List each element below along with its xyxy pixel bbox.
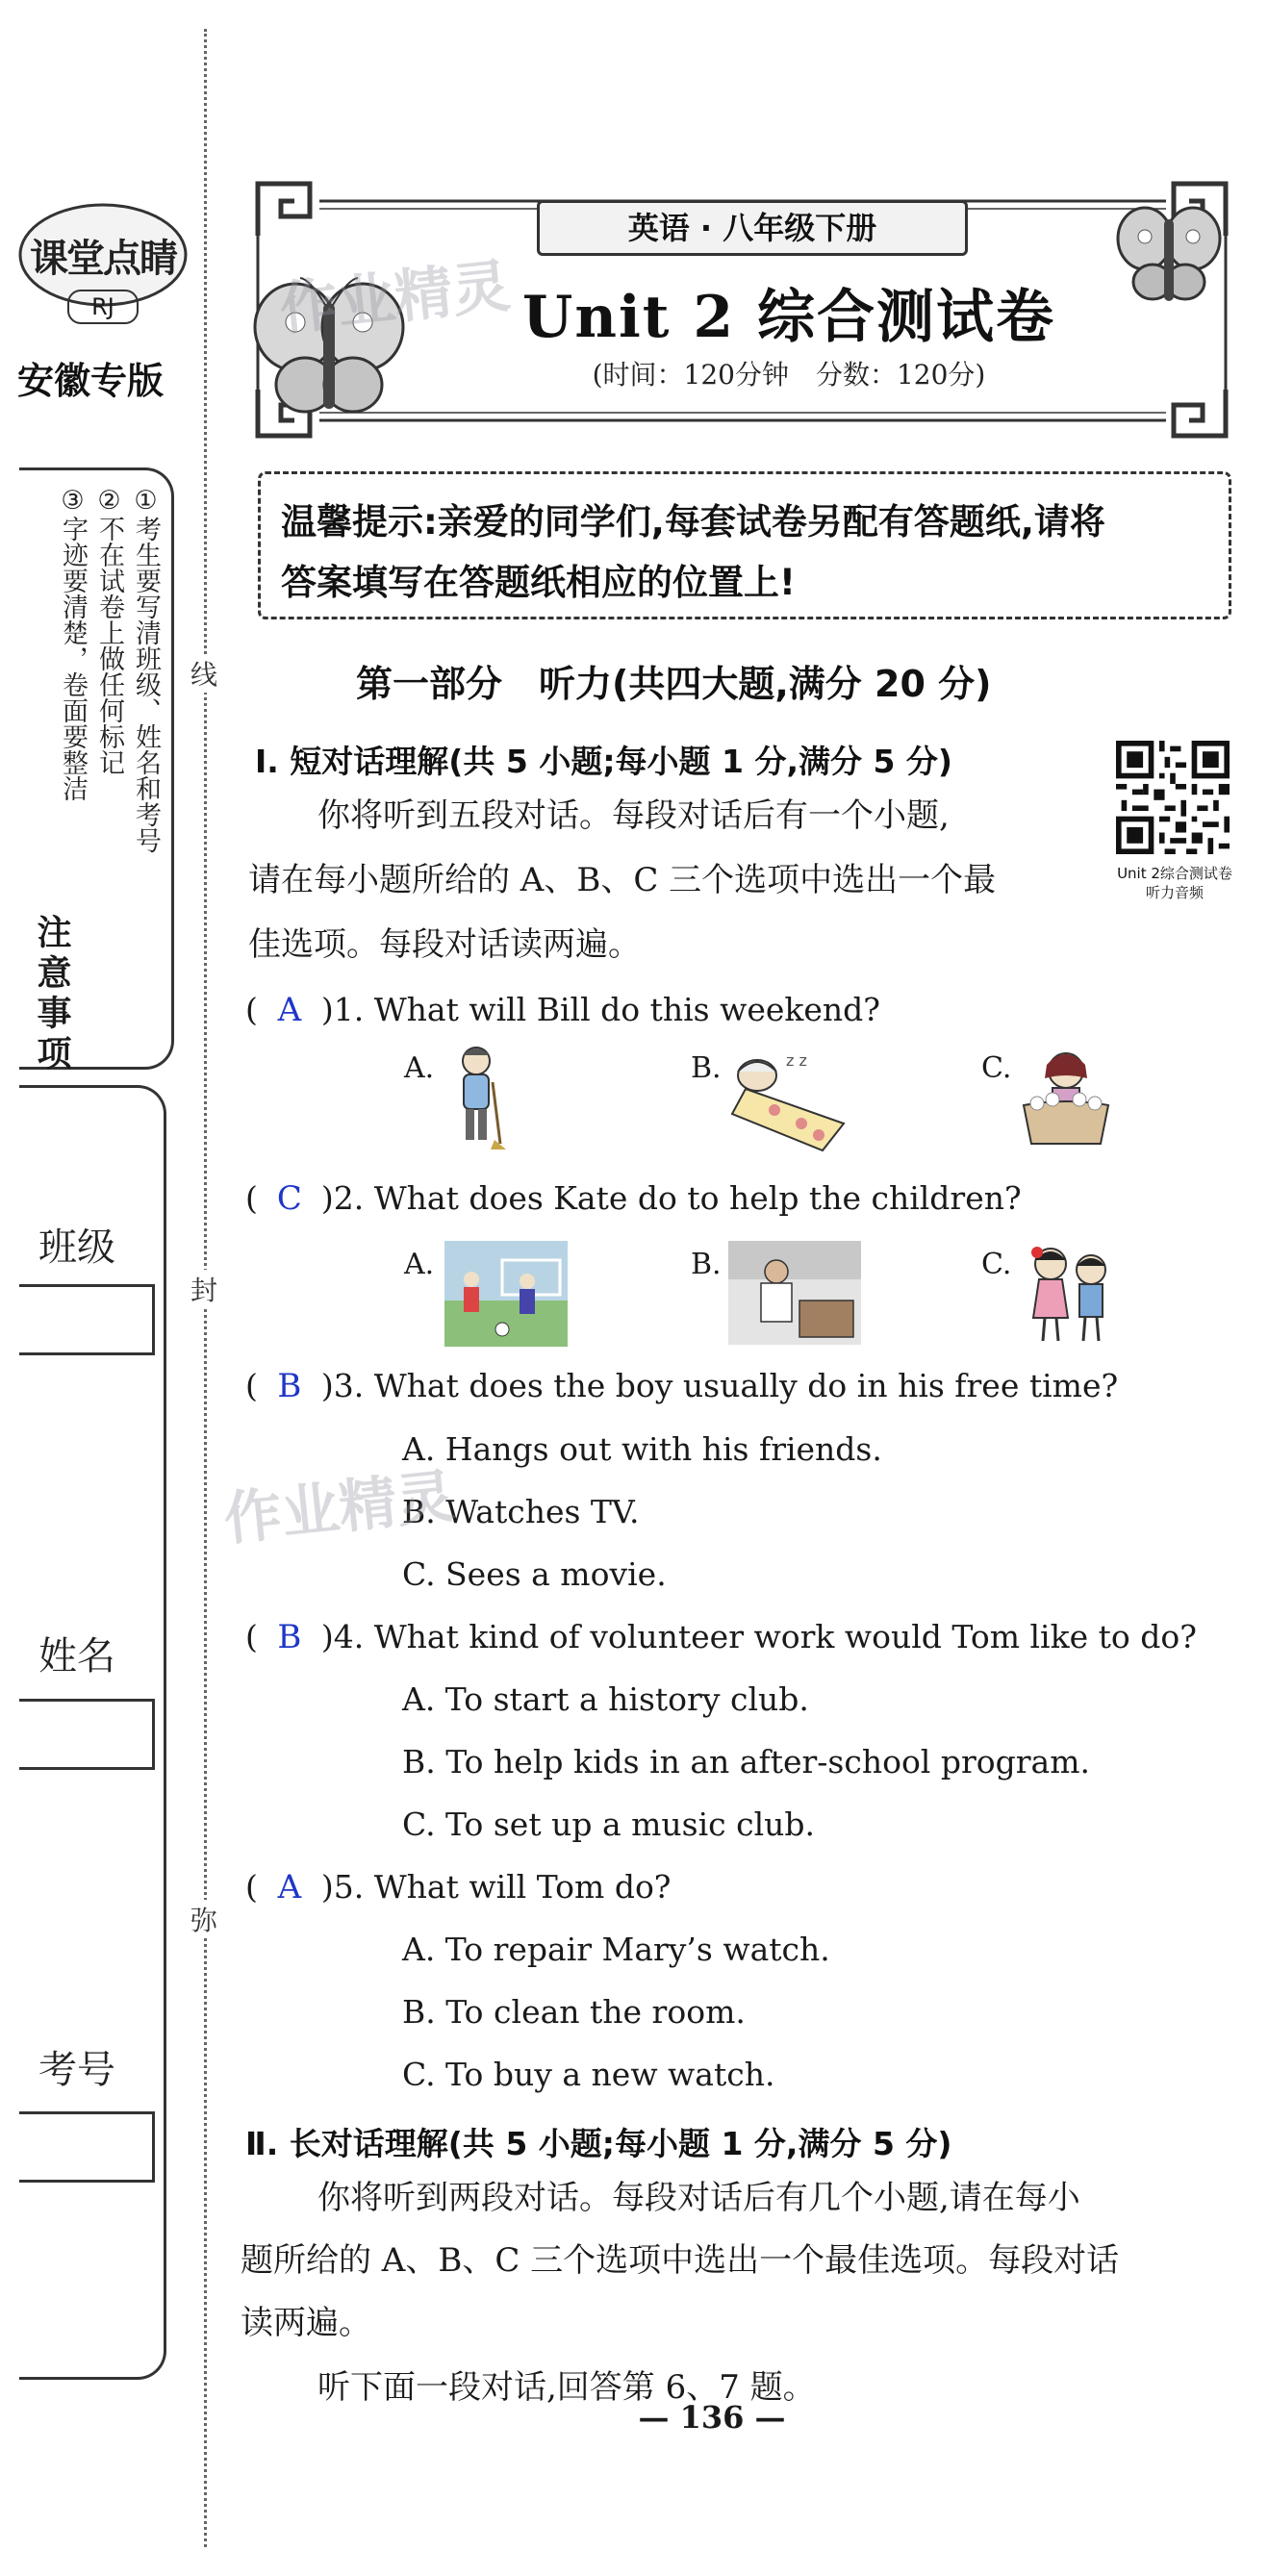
boy-sweeping-icon — [444, 1044, 508, 1151]
section-1-heading: Ⅰ. 短对话理解(共 5 小题;每小题 1 分,满分 5 分) — [255, 743, 953, 780]
question-1-text: )1. What will Bill do this weekend? — [320, 991, 881, 1028]
watermark-top: 作业精灵 — [276, 252, 514, 344]
fold-mark-mi: 弥 — [190, 1900, 217, 1938]
qr-caption-line-1: Unit 2综合测试卷 — [1117, 865, 1232, 882]
tip-line-1: 温馨提示:亲爱的同学们,每套试卷另配有答题纸,请将 — [281, 501, 1105, 543]
class-label: 班级 — [38, 1225, 115, 1270]
q5-option-a: A. To repair Mary’s watch. — [402, 1931, 830, 1968]
note-item-2: ②不在试卷上做任何标记 — [94, 486, 124, 775]
badge-title: 课堂点睛 — [30, 237, 176, 281]
qr-caption — [1104, 864, 1245, 902]
answer-paren: ( — [245, 1868, 258, 1906]
answer-1: A — [277, 991, 302, 1029]
answer-paren: ( — [245, 1618, 258, 1655]
answer-5: A — [277, 1868, 302, 1907]
class-field[interactable] — [19, 1284, 155, 1355]
section-2-instruction-1: 你将听到两段对话。每段对话后有几个小题,请在每小 — [317, 2179, 1080, 2217]
q4-option-c: C. To set up a music club. — [402, 1806, 816, 1843]
name-label: 姓名 — [38, 1634, 115, 1679]
question-5-text: )5. What will Tom do? — [320, 1868, 672, 1906]
q2-option-c-label: C. — [981, 1248, 1012, 1281]
q3-option-b: B. Watches TV. — [402, 1493, 640, 1530]
notes-title: 注意事项 — [32, 914, 71, 1075]
section-1-instruction-1: 你将听到五段对话。每段对话后有一个小题, — [317, 796, 950, 835]
q5-option-c: C. To buy a new watch. — [402, 2056, 775, 2093]
q1-option-c-label: C. — [981, 1051, 1012, 1085]
svg-text:z z: z z — [786, 1051, 807, 1070]
book-label: 英语 · 八年级下册 — [537, 200, 968, 256]
page-number: — 136 — — [638, 2399, 786, 2436]
note-item-1: ①考生要写清班级、姓名和考号 — [131, 486, 161, 853]
answer-paren: ( — [245, 1179, 258, 1217]
page-title: Unit 2 综合测试卷 — [522, 284, 1055, 351]
question-5 — [245, 1868, 672, 1907]
section-1-instruction-3: 佳选项。每段对话读两遍。 — [248, 925, 641, 964]
question-1 — [245, 991, 880, 1029]
question-2-text: )2. What does Kate do to help the children? — [320, 1179, 1022, 1217]
exam-number-field[interactable] — [19, 2111, 155, 2183]
series-badge — [17, 197, 189, 332]
part-heading: 第一部分 听力(共四大题,满分 20 分) — [356, 663, 992, 705]
edition-label: 安徽专版 — [17, 360, 165, 402]
q3-option-c: C. Sees a movie. — [402, 1555, 667, 1593]
answer-2: C — [276, 1179, 302, 1218]
fold-mark-line: 线 — [190, 654, 217, 693]
tip-line-2: 答案填写在答题纸相应的位置上! — [281, 562, 796, 603]
time-score-info: (时间：120分钟 分数：120分) — [592, 359, 986, 391]
watermark-middle: 作业精灵 — [220, 1462, 458, 1554]
question-3-text: )3. What does the boy usually do in his free time? — [320, 1367, 1119, 1404]
answer-paren: ( — [245, 991, 258, 1028]
washing-clothes-icon — [1018, 1044, 1114, 1149]
q2-option-b-label: B. — [691, 1248, 722, 1281]
qr-code-icon[interactable] — [1116, 741, 1230, 854]
question-3 — [245, 1367, 1118, 1405]
q4-option-b: B. To help kids in an after-school program. — [402, 1743, 1090, 1780]
two-children-icon — [1022, 1241, 1118, 1343]
answer-paren: ( — [245, 1367, 258, 1404]
exam-number-label: 考号 — [38, 2048, 115, 2092]
q1-option-b-label: B. — [691, 1051, 722, 1085]
man-at-desk-icon — [728, 1241, 861, 1345]
qr-caption-line-2: 听力音频 — [1145, 884, 1204, 901]
section-2-heading: Ⅱ. 长对话理解(共 5 小题;每小题 1 分,满分 5 分) — [245, 2125, 952, 2162]
q4-option-a: A. To start a history club. — [402, 1680, 809, 1718]
question-4-text: )4. What kind of volunteer work would Tom like to do? — [320, 1618, 1197, 1655]
note-item-3: ③字迹要清楚，卷面要整洁 — [58, 486, 88, 801]
q1-option-a-label: A. — [404, 1051, 435, 1085]
q2-option-a-label: A. — [404, 1248, 435, 1281]
section-2-instruction-2: 题所给的 A、B、C 三个选项中选出一个最佳选项。每段对话 — [241, 2241, 1120, 2280]
section-2-instruction-3: 读两遍。 — [241, 2304, 371, 2342]
kids-playing-soccer-icon — [444, 1241, 568, 1347]
answer-4: B — [277, 1618, 302, 1656]
badge-code: RJ — [67, 290, 139, 324]
section-2-instruction-4: 听下面一段对话,回答第 6、7 题。 — [317, 2368, 816, 2407]
q3-option-a: A. Hangs out with his friends. — [402, 1430, 882, 1468]
question-4 — [245, 1618, 1197, 1656]
question-2 — [245, 1179, 1022, 1218]
q5-option-b: B. To clean the room. — [402, 1993, 746, 2031]
sleeping-in-bed-icon — [726, 1047, 851, 1152]
name-field[interactable] — [19, 1699, 155, 1770]
answer-3: B — [277, 1367, 302, 1405]
section-1-instruction-2: 请在每小题所给的 A、B、C 三个选项中选出一个最 — [248, 861, 997, 899]
fold-mark-seal: 封 — [190, 1270, 217, 1308]
